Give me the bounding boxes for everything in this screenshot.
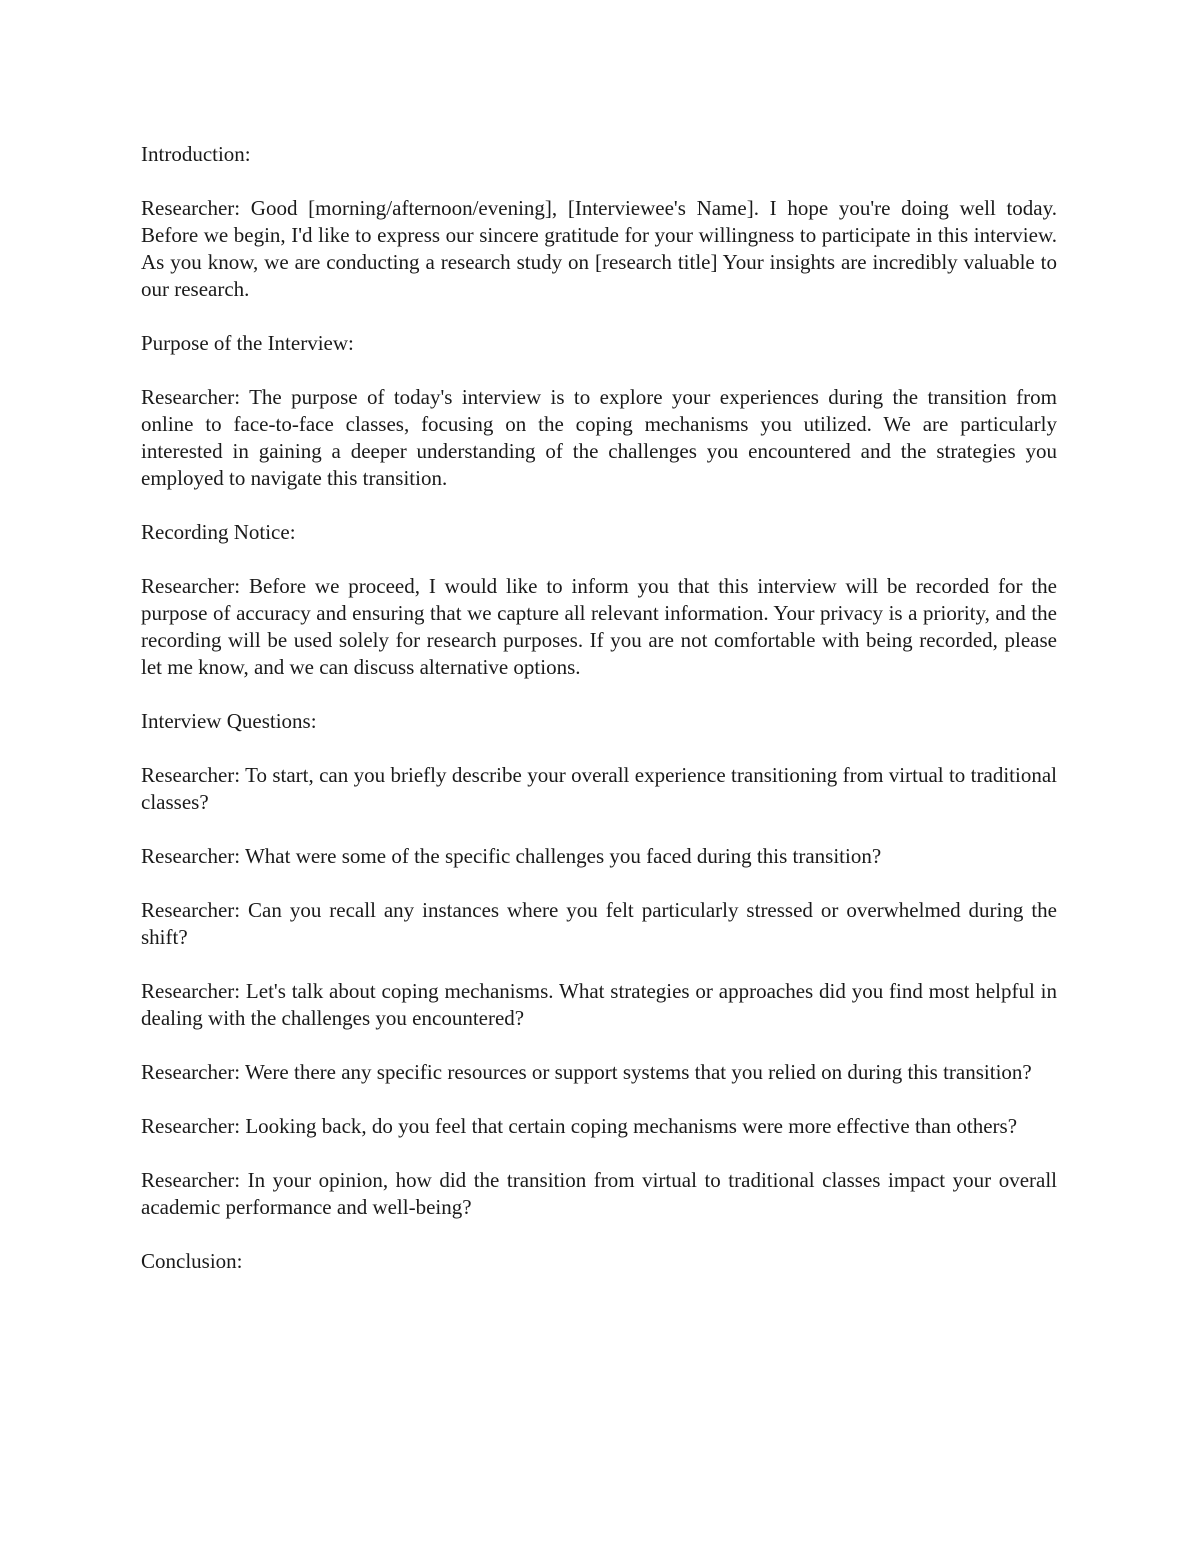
interview-question: Researcher: In your opinion, how did the transition from virtual to traditional classes impact your overall academic performance and well-being? xyxy=(141,1168,1057,1219)
introduction-paragraph: Researcher: Good [morning/afternoon/evening], [Interviewee's Name]. I hope you're doing well today. Before we begin, I'd like to express our sincere gratitude for your willingness to participate in this interview. As you know, we are conducting a research study on [research title] Your insights are incredibly valuable to our research. xyxy=(141,196,1057,301)
purpose-paragraph: Researcher: The purpose of today's interview is to explore your experiences during the transition from online to face-to-face classes, focusing on the coping mechanisms you utilized. We are particularly interested in gaining a deeper understanding of the challenges you encountered and the strategies you employed to navigate this transition. xyxy=(141,385,1057,490)
section-heading-purpose: Purpose of the Interview: xyxy=(141,331,354,355)
interview-question: Researcher: What were some of the specific challenges you faced during this transition? xyxy=(141,844,882,868)
interview-question: Researcher: To start, can you briefly describe your overall experience transitioning from virtual to traditional classes? xyxy=(141,763,1057,814)
recording-notice-paragraph: Researcher: Before we proceed, I would like to inform you that this interview will be recorded for the purpose of accuracy and ensuring that we capture all relevant information. Your privacy is a priority, and the recording will be used solely for research purposes. If you are not comfortable with being recorded, please let me know, and we can discuss alternative options. xyxy=(141,574,1057,679)
section-purpose xyxy=(141,330,1057,492)
interview-question: Researcher: Let's talk about coping mechanisms. What strategies or approaches did you find most helpful in dealing with the challenges you encountered? xyxy=(141,979,1057,1030)
section-interview-questions xyxy=(141,708,1057,1221)
section-recording-notice xyxy=(141,519,1057,681)
section-heading-interview-questions: Interview Questions: xyxy=(141,709,317,733)
interview-question: Researcher: Can you recall any instances where you felt particularly stressed or overwhelmed during the shift? xyxy=(141,898,1057,949)
section-introduction xyxy=(141,141,1057,303)
interview-question: Researcher: Were there any specific resources or support systems that you relied on during this transition? xyxy=(141,1060,1032,1084)
interview-question: Researcher: Looking back, do you feel that certain coping mechanisms were more effective than others? xyxy=(141,1114,1018,1138)
section-heading-conclusion: Conclusion: xyxy=(141,1249,243,1273)
document-page xyxy=(141,141,1057,1302)
section-conclusion xyxy=(141,1248,1057,1275)
section-heading-introduction: Introduction: xyxy=(141,142,251,166)
section-heading-recording-notice: Recording Notice: xyxy=(141,520,296,544)
